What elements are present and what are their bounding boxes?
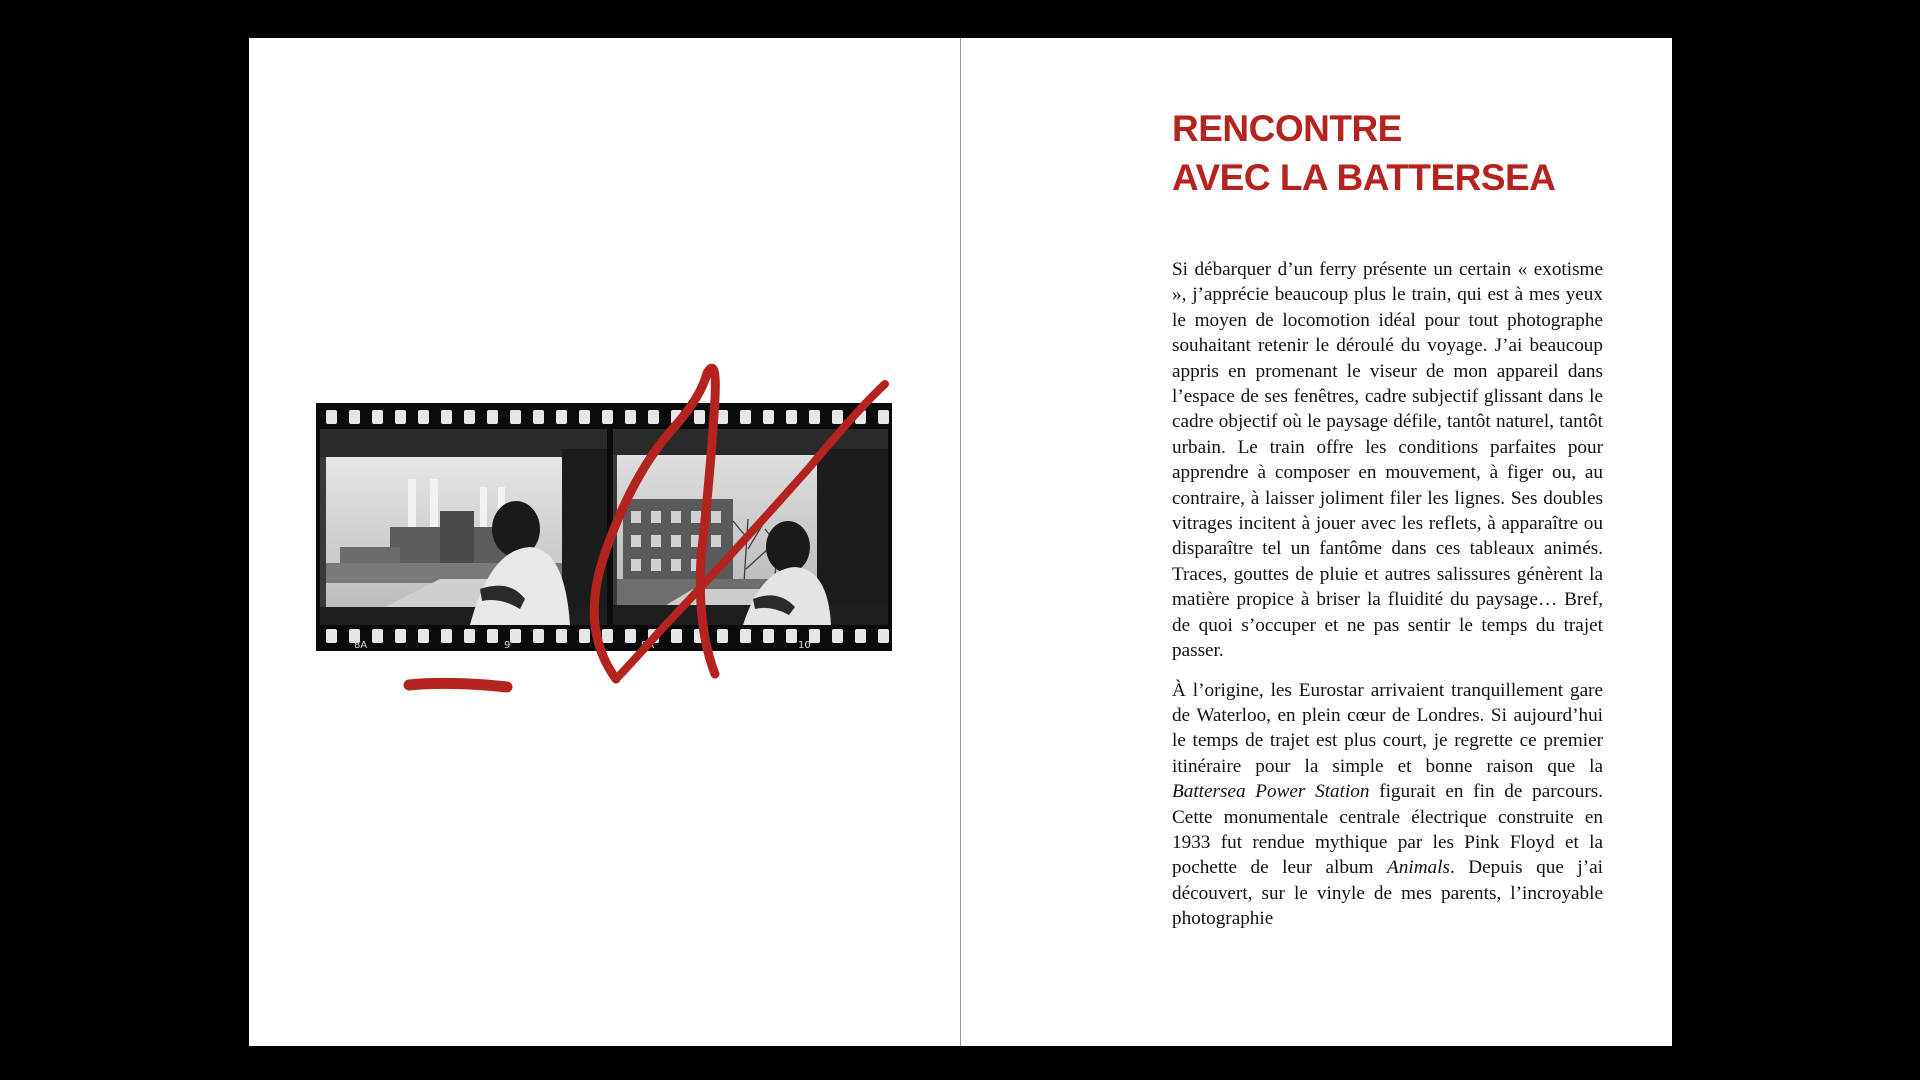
- sprocket-hole: [326, 629, 337, 643]
- sprocket-hole: [372, 410, 383, 424]
- chapter-title-line-1: RENCONTRE: [1172, 108, 1402, 149]
- left-page: [249, 38, 960, 1046]
- sprocket-hole: [763, 629, 774, 643]
- sprocket-hole: [786, 410, 797, 424]
- film-edge-number: 10: [798, 640, 811, 651]
- sprocket-hole: [832, 629, 843, 643]
- sprocket-hole: [717, 629, 728, 643]
- sprocket-hole: [464, 629, 475, 643]
- sprocket-hole: [349, 410, 360, 424]
- sprocket-hole: [694, 410, 705, 424]
- sprocket-hole: [533, 629, 544, 643]
- sprocket-hole: [556, 410, 567, 424]
- contact-sheet-filmstrip: [316, 403, 892, 651]
- sprocket-hole: [694, 629, 705, 643]
- book-spread: [249, 38, 1672, 1046]
- sprocket-hole: [372, 629, 383, 643]
- sprocket-hole: [740, 410, 751, 424]
- film-edge-number: 9: [504, 640, 511, 651]
- sprocket-hole: [786, 629, 797, 643]
- film-edge-number: 9A: [641, 640, 655, 651]
- sprocket-hole: [855, 629, 866, 643]
- sprocket-hole: [763, 410, 774, 424]
- sprocket-hole: [717, 410, 728, 424]
- paragraph-2-part-2: figurait en fin de parcours. Cette monumentale centrale électrique construite en 1933 fut rendue mythique par les Pink Floyd et la pochette de leur album: [1172, 781, 1603, 879]
- sprocket-hole: [878, 629, 889, 643]
- photo-train-window-brick-building: [613, 429, 888, 625]
- sprocket-hole: [740, 629, 751, 643]
- film-frame-brick-building: [613, 429, 888, 625]
- sprocket-hole: [533, 410, 544, 424]
- sprocket-hole: [556, 629, 567, 643]
- sprocket-hole: [855, 410, 866, 424]
- sprocket-hole: [602, 410, 613, 424]
- sprocket-hole: [487, 410, 498, 424]
- italic-animals: Animals: [1387, 857, 1450, 879]
- sprocket-hole: [464, 410, 475, 424]
- sprocket-hole: [671, 410, 682, 424]
- sprocket-hole: [418, 410, 429, 424]
- body-text: [1172, 257, 1603, 946]
- sprocket-hole: [832, 410, 843, 424]
- sprocket-hole: [602, 629, 613, 643]
- sprocket-hole: [625, 410, 636, 424]
- film-frame-battersea: [320, 429, 607, 625]
- photo-train-window-battersea-power-station: [320, 429, 607, 625]
- sprocket-hole: [395, 410, 406, 424]
- sprocket-hole: [418, 629, 429, 643]
- right-page: [961, 38, 1672, 1046]
- paragraph-2-part-3: . Depuis que j’ai découvert, sur le vinyle de mes parents, l’incroyable photographie: [1172, 857, 1603, 930]
- chapter-title: [1172, 104, 1632, 202]
- sprocket-hole: [441, 410, 452, 424]
- sprocket-hole: [441, 629, 452, 643]
- sprocket-hole: [395, 629, 406, 643]
- sprocket-hole: [510, 629, 521, 643]
- sprocket-hole: [625, 629, 636, 643]
- paragraph-2: [1172, 678, 1603, 932]
- sprocket-hole: [809, 410, 820, 424]
- paragraph-2-part-1: À l’origine, les Eurostar arrivaient tranquillement gare de Waterloo, en plein cœur de Londres. Si aujourd’hui le temps de trajet est plus court, je regrette ce premier itinéraire pour la simple et bonne raison que la: [1172, 679, 1603, 777]
- sprocket-hole: [648, 410, 659, 424]
- sprocket-hole: [510, 410, 521, 424]
- sprocket-hole: [878, 410, 889, 424]
- chapter-title-line-2: AVEC LA BATTERSEA: [1172, 157, 1556, 198]
- sprocket-hole: [326, 410, 337, 424]
- sprocket-hole: [671, 629, 682, 643]
- sprocket-hole: [487, 629, 498, 643]
- paragraph-1: Si débarquer d’un ferry présente un certain « exotisme », j’apprécie beaucoup plus le train, qui est à mes yeux le moyen de locomotion idéal pour tout photographe souhaitant retenir le déroulé du voyage. J’ai beaucoup appris en promenant le viseur de mon appareil dans l’espace de ses fenêtres, cadre subjectif glissant dans le cadre objectif où le paysage défile, tantôt naturel, tantôt urbain. Le train offre les conditions parfaites pour apprendre à composer en mouvement, à figer ou, au contraire, à laisser joliment filer les lignes. Ses doubles vitrages incitent à jouer avec les reflets, à apparaître ou disparaître tel un fantôme dans ces tableaux animés. Traces, gouttes de pluie et autres salissures génèrent la matière propice à briser la fluidité du paysage… Bref, de quoi s’occuper et ne pas sentir le temps du trajet passer.: [1172, 259, 1603, 662]
- sprocket-hole: [579, 629, 590, 643]
- film-edge-number: 8A: [354, 640, 368, 651]
- italic-battersea-power-station: Battersea Power Station: [1172, 781, 1370, 803]
- sprocket-hole: [579, 410, 590, 424]
